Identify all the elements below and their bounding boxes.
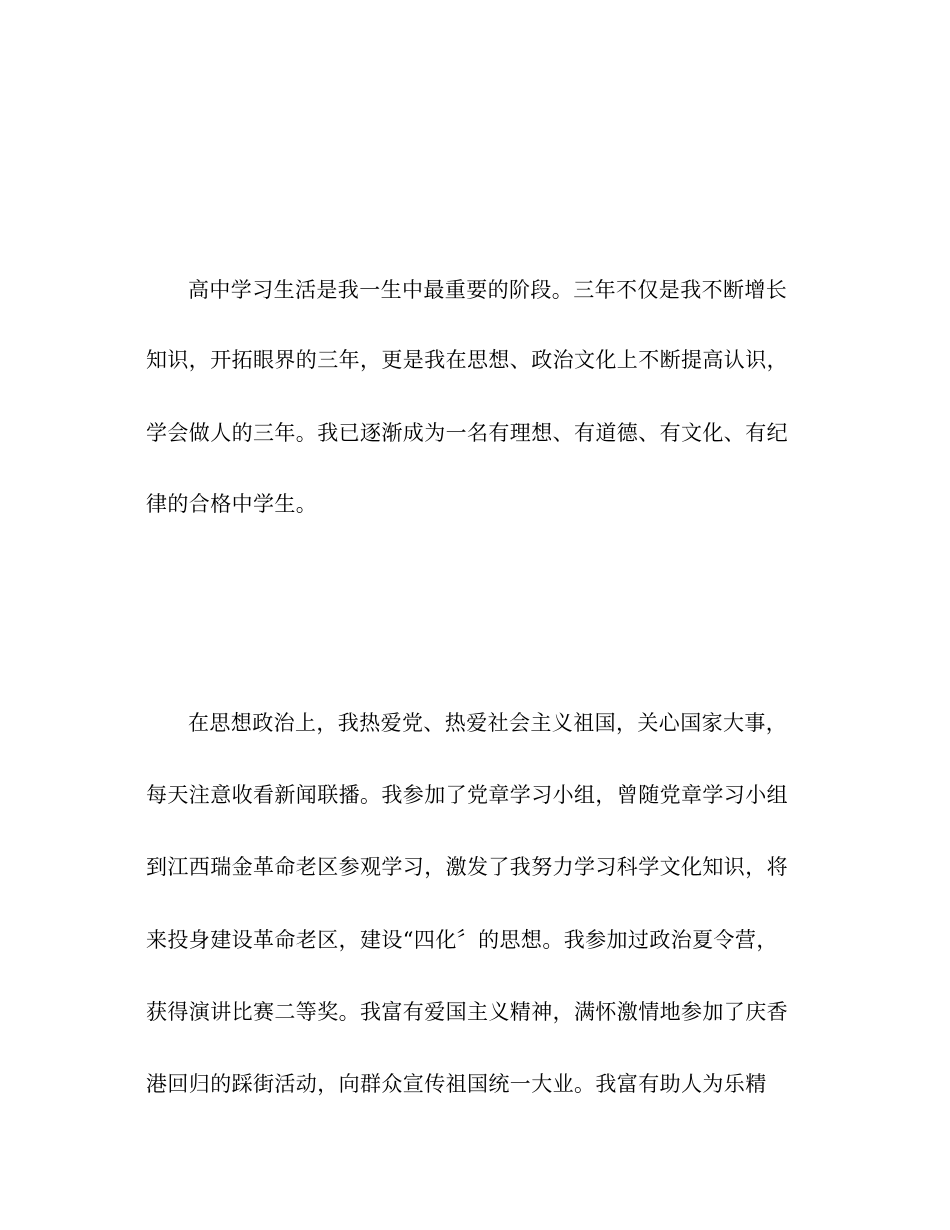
paragraph-2-line-1: 在思想政治上，我热爱党、热爱社会主义祖国，关心国家大事， [188, 711, 788, 735]
paragraph-2-line-3: 到江西瑞金革命老区参观学习，激发了我努力学习科学文化知识，将 [146, 855, 788, 879]
paragraph-1-line-3: 学会做人的三年。我已逐渐成为一名有理想、有道德、有文化、有纪 [146, 421, 788, 445]
paragraph-1-line-2: 知识，开拓眼界的三年，更是我在思想、政治文化上不断提高认识， [146, 348, 788, 372]
paragraph-1-line-1: 高中学习生活是我一生中最重要的阶段。三年不仅是我不断增长 [188, 278, 788, 302]
paragraph-2-line-4: 来投身建设革命老区，建设“四化〞的思想。我参加过政治夏令营， [146, 928, 778, 952]
paragraph-1-line-4: 律的合格中学生。 [146, 492, 318, 516]
paragraph-2-line-2: 每天注意收看新闻联播。我参加了党章学习小组，曾随党章学习小组 [146, 783, 788, 807]
paragraph-2-line-6: 港回归的踩街活动，向群众宣传祖国统一大业。我富有助人为乐精 [146, 1072, 767, 1096]
paragraph-2-line-5: 获得演讲比赛二等奖。我富有爱国主义精神，满怀激情地参加了庆香 [146, 1000, 788, 1024]
